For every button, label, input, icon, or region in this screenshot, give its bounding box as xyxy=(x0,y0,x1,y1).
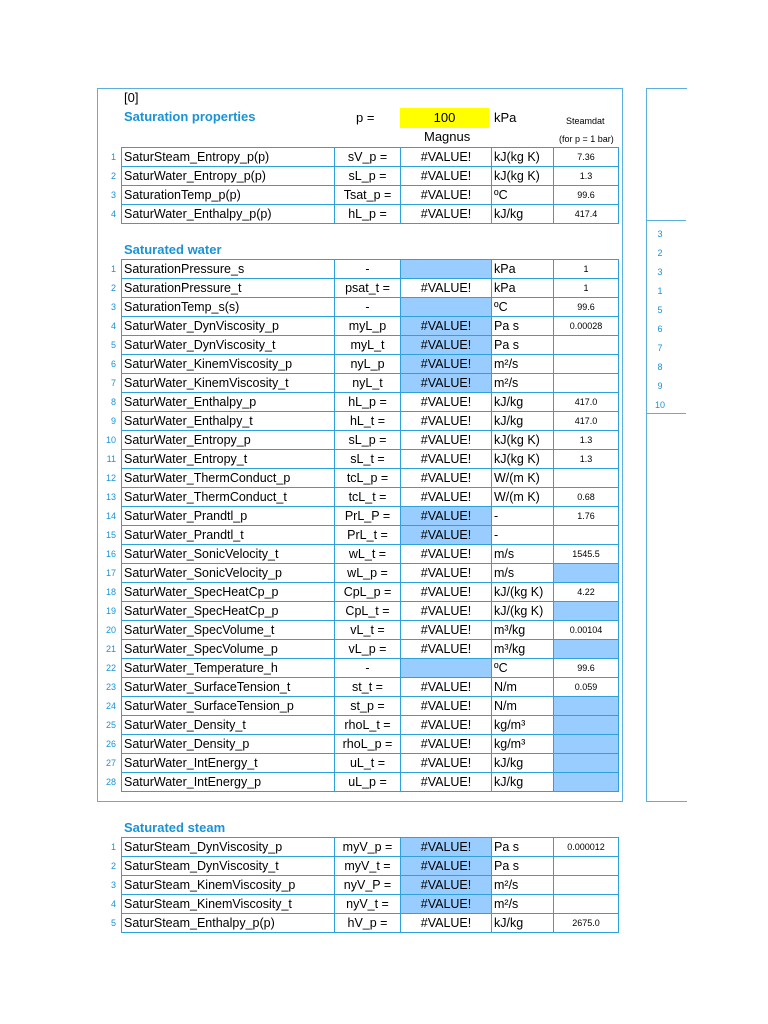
side-number: 3 xyxy=(657,229,663,239)
property-name-cell: SaturSteam_KinemViscosity_t xyxy=(122,895,335,914)
table-row xyxy=(122,895,619,914)
section-title-saturated-steam: Saturated steam xyxy=(124,820,226,835)
row-numbers-section1 xyxy=(96,148,116,224)
row-number: 4 xyxy=(110,209,116,219)
reference-value-cell: 1.3 xyxy=(554,167,619,186)
reference-value-cell: 99.6 xyxy=(554,298,619,317)
symbol-cell: sL_p = xyxy=(335,431,401,450)
symbol-cell: sL_p = xyxy=(335,167,401,186)
row-number: 26 xyxy=(105,739,116,749)
row-numbers-section3 xyxy=(96,838,116,933)
reference-value-cell: 1.3 xyxy=(554,450,619,469)
table-row xyxy=(122,317,619,336)
unit-cell: ºC xyxy=(492,186,554,205)
symbol-cell: uL_p = xyxy=(335,773,401,792)
value-cell[interactable]: #VALUE! xyxy=(401,412,492,431)
property-name-cell: SaturWater_IntEnergy_p xyxy=(122,773,335,792)
side-number: 1 xyxy=(657,286,663,296)
row-number: 7 xyxy=(110,378,116,388)
unit-cell: m²/s xyxy=(492,895,554,914)
value-cell[interactable]: #VALUE! xyxy=(401,148,492,167)
unit-cell: Pa s xyxy=(492,317,554,336)
reference-value-cell xyxy=(554,602,619,621)
property-name-cell: SaturWater_Prandtl_t xyxy=(122,526,335,545)
symbol-cell: uL_t = xyxy=(335,754,401,773)
unit-cell: kg/m³ xyxy=(492,735,554,754)
row-number: 4 xyxy=(110,321,116,331)
reference-value-cell xyxy=(554,469,619,488)
unit-cell: kJ/(kg K) xyxy=(492,583,554,602)
unit-cell: kJ/kg xyxy=(492,205,554,224)
row-number: 3 xyxy=(110,302,116,312)
row-number: 18 xyxy=(105,587,116,597)
unit-cell: N/m xyxy=(492,678,554,697)
table-row xyxy=(122,545,619,564)
symbol-cell: myV_p = xyxy=(335,838,401,857)
table-row xyxy=(122,507,619,526)
value-cell[interactable]: #VALUE! xyxy=(401,716,492,735)
property-name-cell: SaturationTemp_p(p) xyxy=(122,186,335,205)
property-name-cell: SaturWater_Enthalpy_t xyxy=(122,412,335,431)
reference-value-cell xyxy=(554,355,619,374)
property-name-cell: SaturationPressure_s xyxy=(122,260,335,279)
symbol-cell: CpL_p = xyxy=(335,583,401,602)
table-row xyxy=(122,735,619,754)
table-row xyxy=(122,621,619,640)
unit-cell: m/s xyxy=(492,545,554,564)
table-row xyxy=(122,412,619,431)
row-number: 19 xyxy=(105,606,116,616)
value-cell[interactable]: #VALUE! xyxy=(401,914,492,933)
reference-value-cell: 0.059 xyxy=(554,678,619,697)
row-number: 17 xyxy=(105,568,116,578)
row-number: 5 xyxy=(110,918,116,928)
value-cell[interactable] xyxy=(401,298,492,317)
reference-value-cell: 417.4 xyxy=(554,205,619,224)
property-name-cell: SaturWater_Temperature_h xyxy=(122,659,335,678)
reference-value-cell xyxy=(554,564,619,583)
row-number: 27 xyxy=(105,758,116,768)
row-number: 15 xyxy=(105,530,116,540)
unit-cell: Pa s xyxy=(492,838,554,857)
value-cell[interactable]: #VALUE! xyxy=(401,469,492,488)
value-cell[interactable]: #VALUE! xyxy=(401,754,492,773)
row-number: 2 xyxy=(110,171,116,181)
value-cell[interactable]: #VALUE! xyxy=(401,857,492,876)
unit-cell: W/(m K) xyxy=(492,469,554,488)
reference-value-cell: 0.00028 xyxy=(554,317,619,336)
value-cell[interactable] xyxy=(401,260,492,279)
value-cell[interactable]: #VALUE! xyxy=(401,167,492,186)
symbol-cell: sV_p = xyxy=(335,148,401,167)
value-cell[interactable]: #VALUE! xyxy=(401,355,492,374)
reference-value-cell xyxy=(554,876,619,895)
unit-cell: kJ/(kg K) xyxy=(492,602,554,621)
unit-cell: kJ(kg K) xyxy=(492,148,554,167)
row-number: 6 xyxy=(110,359,116,369)
row-number: 3 xyxy=(110,190,116,200)
row-number: 21 xyxy=(105,644,116,654)
unit-cell: m²/s xyxy=(492,876,554,895)
symbol-cell: PrL_P = xyxy=(335,507,401,526)
property-name-cell: SaturSteam_Enthalpy_p(p) xyxy=(122,914,335,933)
property-name-cell: SaturWater_KinemViscosity_p xyxy=(122,355,335,374)
row-number: 23 xyxy=(105,682,116,692)
table-row xyxy=(122,857,619,876)
property-name-cell: SaturWater_Enthalpy_p xyxy=(122,393,335,412)
unit-cell: m³/kg xyxy=(492,621,554,640)
row-numbers-section2 xyxy=(96,260,116,792)
value-cell[interactable]: #VALUE! xyxy=(401,545,492,564)
symbol-cell: nyL_t xyxy=(335,374,401,393)
reference-value-cell: 0.00104 xyxy=(554,621,619,640)
unit-cell: kPa xyxy=(492,260,554,279)
property-name-cell: SaturWater_Entropy_p(p) xyxy=(122,167,335,186)
symbol-cell: rhoL_p = xyxy=(335,735,401,754)
table-row xyxy=(122,838,619,857)
side-number: 2 xyxy=(657,248,663,258)
row-number: 1 xyxy=(110,842,116,852)
symbol-cell: - xyxy=(335,298,401,317)
reference-value-cell: 1 xyxy=(554,279,619,298)
unit-cell: kJ(kg K) xyxy=(492,431,554,450)
table-row xyxy=(122,148,619,167)
unit-cell: ºC xyxy=(492,298,554,317)
reference-value-cell xyxy=(554,697,619,716)
table-row xyxy=(122,583,619,602)
row-number: 12 xyxy=(105,473,116,483)
table-row xyxy=(122,298,619,317)
value-cell[interactable]: #VALUE! xyxy=(401,393,492,412)
reference-value-cell: 0.000012 xyxy=(554,838,619,857)
side-number: 8 xyxy=(657,362,663,372)
unit-cell: kg/m³ xyxy=(492,716,554,735)
row-number: 16 xyxy=(105,549,116,559)
table-row xyxy=(122,279,619,298)
reference-value-cell xyxy=(554,895,619,914)
row-number: 9 xyxy=(110,416,116,426)
side-number: 10 xyxy=(654,400,665,410)
symbol-cell: PrL_t = xyxy=(335,526,401,545)
value-cell[interactable]: #VALUE! xyxy=(401,876,492,895)
pressure-unit: kPa xyxy=(494,110,517,125)
side-number: 9 xyxy=(657,381,663,391)
value-cell[interactable] xyxy=(401,659,492,678)
pressure-label: p = xyxy=(356,110,375,125)
unit-cell: kJ/kg xyxy=(492,754,554,773)
value-cell[interactable]: #VALUE! xyxy=(401,374,492,393)
section-title-saturated-water: Saturated water xyxy=(124,242,222,257)
unit-cell: kJ(kg K) xyxy=(492,450,554,469)
symbol-cell: hL_t = xyxy=(335,412,401,431)
table-row xyxy=(122,773,619,792)
table-row xyxy=(122,450,619,469)
side-panel-frame xyxy=(646,88,687,802)
value-cell[interactable]: #VALUE! xyxy=(401,602,492,621)
property-name-cell: SaturSteam_KinemViscosity_p xyxy=(122,876,335,895)
symbol-cell: st_t = xyxy=(335,678,401,697)
row-number: 24 xyxy=(105,701,116,711)
symbol-cell: nyV_t = xyxy=(335,895,401,914)
property-name-cell: SaturWater_SpecVolume_t xyxy=(122,621,335,640)
table-row xyxy=(122,876,619,895)
unit-cell: kJ/kg xyxy=(492,393,554,412)
row-number: 25 xyxy=(105,720,116,730)
row-number: 1 xyxy=(110,264,116,274)
value-cell[interactable]: #VALUE! xyxy=(401,735,492,754)
property-name-cell: SaturWater_SonicVelocity_t xyxy=(122,545,335,564)
table-row xyxy=(122,469,619,488)
symbol-cell: wL_p = xyxy=(335,564,401,583)
table-row xyxy=(122,697,619,716)
unit-cell: kPa xyxy=(492,279,554,298)
unit-cell: W/(m K) xyxy=(492,488,554,507)
symbol-cell: hL_p = xyxy=(335,205,401,224)
unit-cell: kJ/kg xyxy=(492,773,554,792)
value-cell[interactable]: #VALUE! xyxy=(401,678,492,697)
symbol-cell: nyL_p xyxy=(335,355,401,374)
table-row xyxy=(122,659,619,678)
row-number: 11 xyxy=(106,454,116,464)
reference-value-cell xyxy=(554,336,619,355)
unit-cell: Pa s xyxy=(492,857,554,876)
value-cell[interactable]: #VALUE! xyxy=(401,564,492,583)
property-name-cell: SaturWater_Enthalpy_p(p) xyxy=(122,205,335,224)
row-number: 4 xyxy=(110,899,116,909)
reference-value-cell: 1.3 xyxy=(554,431,619,450)
reference-value-cell xyxy=(554,773,619,792)
unit-cell: kJ(kg K) xyxy=(492,167,554,186)
symbol-cell: - xyxy=(335,260,401,279)
value-cell[interactable]: #VALUE! xyxy=(401,186,492,205)
value-cell[interactable]: #VALUE! xyxy=(401,507,492,526)
value-cell[interactable]: #VALUE! xyxy=(401,431,492,450)
reference-value-cell: 1.76 xyxy=(554,507,619,526)
value-cell[interactable]: #VALUE! xyxy=(401,336,492,355)
value-cell[interactable]: #VALUE! xyxy=(401,279,492,298)
property-name-cell: SaturWater_Prandtl_p xyxy=(122,507,335,526)
row-number: 2 xyxy=(110,861,116,871)
table-row xyxy=(122,431,619,450)
property-name-cell: SaturationPressure_t xyxy=(122,279,335,298)
table-row xyxy=(122,393,619,412)
symbol-cell: tcL_p = xyxy=(335,469,401,488)
steamdat-label: Steamdat xyxy=(566,116,605,126)
table-row xyxy=(122,488,619,507)
value-cell[interactable]: #VALUE! xyxy=(401,526,492,545)
table-row xyxy=(122,186,619,205)
unit-cell: m/s xyxy=(492,564,554,583)
table-row xyxy=(122,374,619,393)
table-saturated-steam xyxy=(121,837,619,933)
unit-cell: N/m xyxy=(492,697,554,716)
row-number: 2 xyxy=(110,283,116,293)
magnus-label: Magnus xyxy=(424,129,471,144)
unit-cell: Pa s xyxy=(492,336,554,355)
property-name-cell: SaturationTemp_s(s) xyxy=(122,298,335,317)
for-pressure-note: (for p = 1 bar) xyxy=(559,134,614,144)
unit-cell: kJ/kg xyxy=(492,914,554,933)
unit-cell: ºC xyxy=(492,659,554,678)
unit-cell: m²/s xyxy=(492,355,554,374)
value-cell[interactable]: #VALUE! xyxy=(401,205,492,224)
row-number: 1 xyxy=(110,152,116,162)
symbol-cell: - xyxy=(335,659,401,678)
value-cell[interactable]: #VALUE! xyxy=(401,697,492,716)
property-name-cell: SaturSteam_DynViscosity_t xyxy=(122,857,335,876)
property-name-cell: SaturWater_DynViscosity_p xyxy=(122,317,335,336)
sheet-index: [0] xyxy=(124,90,139,105)
value-cell[interactable]: #VALUE! xyxy=(401,640,492,659)
symbol-cell: rhoL_t = xyxy=(335,716,401,735)
reference-value-cell xyxy=(554,640,619,659)
property-name-cell: SaturWater_Entropy_p xyxy=(122,431,335,450)
table-row xyxy=(122,526,619,545)
symbol-cell: nyV_P = xyxy=(335,876,401,895)
reference-value-cell xyxy=(554,526,619,545)
property-name-cell: SaturWater_SurfaceTension_t xyxy=(122,678,335,697)
symbol-cell: tcL_t = xyxy=(335,488,401,507)
row-number: 13 xyxy=(105,492,116,502)
symbol-cell: vL_t = xyxy=(335,621,401,640)
symbol-cell: psat_t = xyxy=(335,279,401,298)
row-number: 20 xyxy=(105,625,116,635)
symbol-cell: vL_p = xyxy=(335,640,401,659)
table-row xyxy=(122,602,619,621)
row-number: 28 xyxy=(105,777,116,787)
unit-cell: m²/s xyxy=(492,374,554,393)
side-number-list xyxy=(645,225,675,415)
reference-value-cell: 1545.5 xyxy=(554,545,619,564)
row-number: 8 xyxy=(110,397,116,407)
reference-value-cell: 417.0 xyxy=(554,393,619,412)
value-cell[interactable]: #VALUE! xyxy=(401,450,492,469)
reference-value-cell: 417.0 xyxy=(554,412,619,431)
property-name-cell: SaturWater_IntEnergy_t xyxy=(122,754,335,773)
section-title-saturation: Saturation properties xyxy=(124,109,256,124)
property-name-cell: SaturWater_Density_p xyxy=(122,735,335,754)
reference-value-cell xyxy=(554,716,619,735)
symbol-cell: wL_t = xyxy=(335,545,401,564)
value-cell[interactable]: #VALUE! xyxy=(401,838,492,857)
reference-value-cell: 1 xyxy=(554,260,619,279)
property-name-cell: SaturWater_SonicVelocity_p xyxy=(122,564,335,583)
table-row xyxy=(122,564,619,583)
table-saturated-water xyxy=(121,259,619,792)
value-cell[interactable]: #VALUE! xyxy=(401,583,492,602)
symbol-cell: Tsat_p = xyxy=(335,186,401,205)
symbol-cell: hL_p = xyxy=(335,393,401,412)
reference-value-cell xyxy=(554,374,619,393)
table-row xyxy=(122,167,619,186)
side-number: 6 xyxy=(657,324,663,334)
unit-cell: - xyxy=(492,526,554,545)
row-number: 22 xyxy=(105,663,116,673)
value-cell[interactable]: #VALUE! xyxy=(401,621,492,640)
table-row xyxy=(122,678,619,697)
value-cell[interactable]: #VALUE! xyxy=(401,773,492,792)
reference-value-cell: 99.6 xyxy=(554,659,619,678)
property-name-cell: SaturWater_ThermConduct_p xyxy=(122,469,335,488)
symbol-cell: myL_t xyxy=(335,336,401,355)
reference-value-cell: 4.22 xyxy=(554,583,619,602)
unit-cell: - xyxy=(492,507,554,526)
table-row xyxy=(122,754,619,773)
table-row xyxy=(122,205,619,224)
property-name-cell: SaturWater_Entropy_t xyxy=(122,450,335,469)
row-number: 3 xyxy=(110,880,116,890)
symbol-cell: sL_t = xyxy=(335,450,401,469)
symbol-cell: myV_t = xyxy=(335,857,401,876)
property-name-cell: SaturWater_ThermConduct_t xyxy=(122,488,335,507)
symbol-cell: myL_p xyxy=(335,317,401,336)
reference-value-cell: 0.68 xyxy=(554,488,619,507)
property-name-cell: SaturWater_KinemViscosity_t xyxy=(122,374,335,393)
unit-cell: m³/kg xyxy=(492,640,554,659)
property-name-cell: SaturWater_SurfaceTension_p xyxy=(122,697,335,716)
value-cell[interactable]: #VALUE! xyxy=(401,317,492,336)
reference-value-cell xyxy=(554,735,619,754)
value-cell[interactable]: #VALUE! xyxy=(401,895,492,914)
symbol-cell: CpL_t = xyxy=(335,602,401,621)
property-name-cell: SaturWater_SpecVolume_p xyxy=(122,640,335,659)
symbol-cell: hV_p = xyxy=(335,914,401,933)
reference-value-cell xyxy=(554,754,619,773)
side-number: 3 xyxy=(657,267,663,277)
symbol-cell: st_p = xyxy=(335,697,401,716)
row-number: 14 xyxy=(105,511,116,521)
table-row xyxy=(122,336,619,355)
table-row xyxy=(122,914,619,933)
reference-value-cell: 7.36 xyxy=(554,148,619,167)
property-name-cell: SaturSteam_DynViscosity_p xyxy=(122,838,335,857)
side-number: 5 xyxy=(657,305,663,315)
table-row xyxy=(122,716,619,735)
table-row xyxy=(122,260,619,279)
reference-value-cell xyxy=(554,857,619,876)
unit-cell: kJ/kg xyxy=(492,412,554,431)
property-name-cell: SaturWater_SpecHeatCp_p xyxy=(122,602,335,621)
property-name-cell: SaturWater_Density_t xyxy=(122,716,335,735)
reference-value-cell: 99.6 xyxy=(554,186,619,205)
property-name-cell: SaturSteam_Entropy_p(p) xyxy=(122,148,335,167)
side-number: 7 xyxy=(657,343,663,353)
reference-value-cell: 2675.0 xyxy=(554,914,619,933)
value-cell[interactable]: #VALUE! xyxy=(401,488,492,507)
table-row xyxy=(122,640,619,659)
pressure-input[interactable]: 100 xyxy=(400,108,489,128)
row-number: 10 xyxy=(105,435,116,445)
table-row xyxy=(122,355,619,374)
property-name-cell: SaturWater_SpecHeatCp_p xyxy=(122,583,335,602)
table-saturation xyxy=(121,147,619,224)
row-number: 5 xyxy=(110,340,116,350)
property-name-cell: SaturWater_DynViscosity_t xyxy=(122,336,335,355)
